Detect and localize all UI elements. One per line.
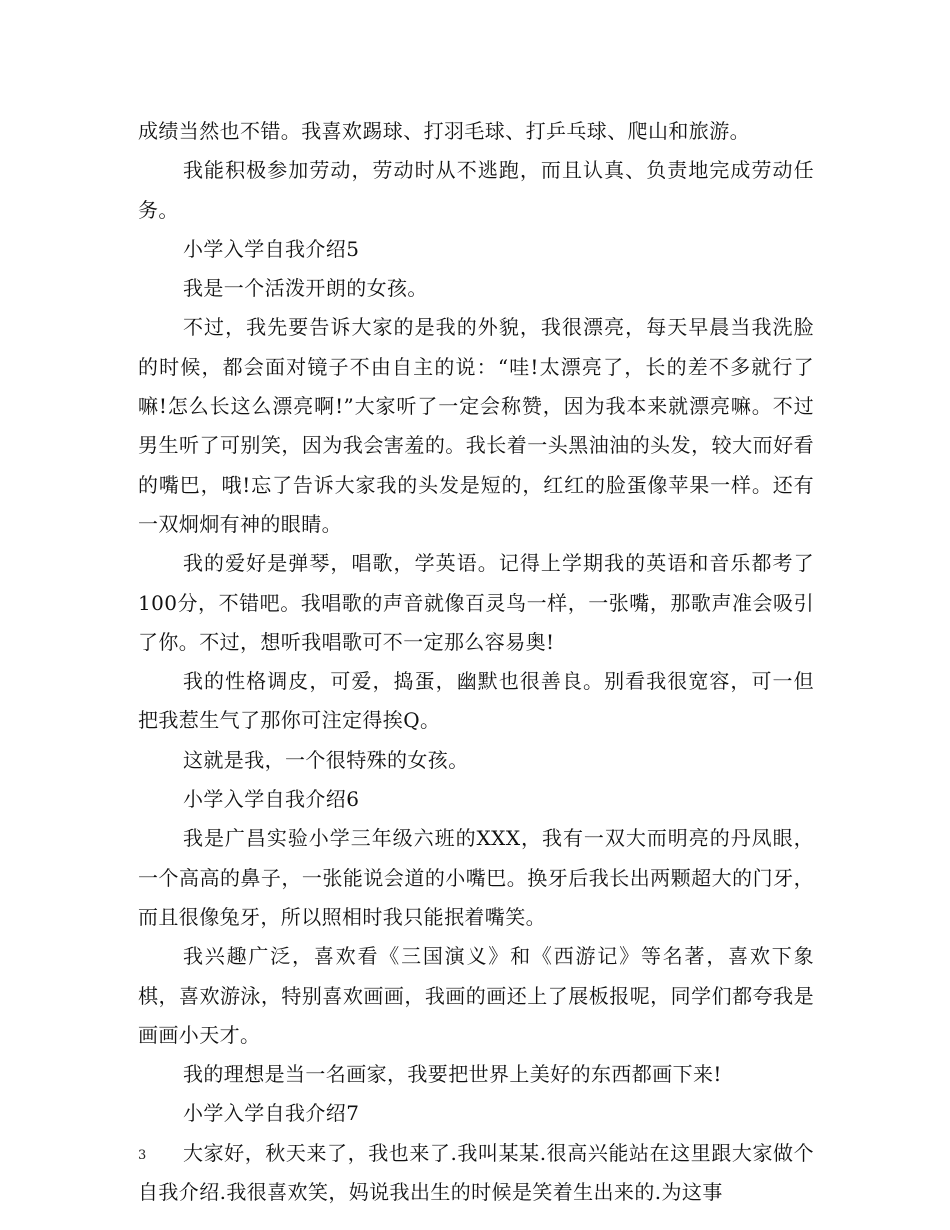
paragraph: 不过，我先要告诉大家的是我的外貌，我很漂亮，每天早晨当我洗脸的时候，都会面对镜子不由自主的说：“哇!太漂亮了，长的差不多就行了嘛!怎么长这么漂亮啊!”大家听了一定会称赞，因为我本来就漂亮嘛。不过男生听了可别笑，因为我会害羞的。我长着一头黑油油的头发，较大而好看的嘴巴，哦!忘了告诉大家我的头发是短的，红红的脸蛋像苹果一样。还有一双炯炯有神的眼睛。 xyxy=(138,315,814,536)
paragraph: 成绩当然也不错。我喜欢踢球、打羽毛球、打乒乓球、爬山和旅游。 xyxy=(138,119,750,143)
paragraph: 我的理想是当一名画家，我要把世界上美好的东西都画下来! xyxy=(183,1062,722,1087)
paragraph: 我的爱好是弹琴，唱歌，学英语。记得上学期我的英语和音乐都考了100分，不错吧。我唱歌的声音就像百灵鸟一样，一张嘴，那歌声准会吸引了你。不过，想听我唱歌可不一定那么容易奥! xyxy=(138,551,814,654)
paragraph: 这就是我，一个很特殊的女孩。 xyxy=(183,747,469,772)
section-heading: 小学入学自我介绍6 xyxy=(183,787,360,812)
paragraph: 我是广昌实验小学三年级六班的XXX，我有一双大而明亮的丹凤眼，一个高高的鼻子，一张能说会道的小嘴巴。换牙后我长出两颗超大的门牙，而且很像兔牙，所以照相时我只能抿着嘴笑。 xyxy=(138,826,814,929)
paragraph: 我兴趣广泛，喜欢看《三国演义》和《西游记》等名著，喜欢下象棋，喜欢游泳，特别喜欢画画，我画的画还上了展板报呢，同学们都夸我是画画小天才。 xyxy=(138,944,814,1047)
paragraph: 我的性格调皮，可爱，捣蛋，幽默也很善良。别看我很宽容，可一但把我惹生气了那你可注定得挨Q。 xyxy=(138,669,814,733)
page-number: 3 xyxy=(138,1148,147,1163)
paragraph: 我是一个活泼开朗的女孩。 xyxy=(183,276,428,301)
document-body xyxy=(138,112,814,1212)
paragraph: 我能积极参加劳动，劳动时从不逃跑，而且认真、负责地完成劳动任务。 xyxy=(138,158,814,222)
paragraph: 大家好，秋天来了，我也来了.我叫某某.很高兴能站在这里跟大家做个自我介绍.我很喜欢笑，妈说我出生的时候是笑着生出来的.为这事 xyxy=(138,1140,814,1205)
section-heading: 小学入学自我介绍5 xyxy=(183,236,360,261)
section-heading: 小学入学自我介绍7 xyxy=(183,1101,360,1126)
